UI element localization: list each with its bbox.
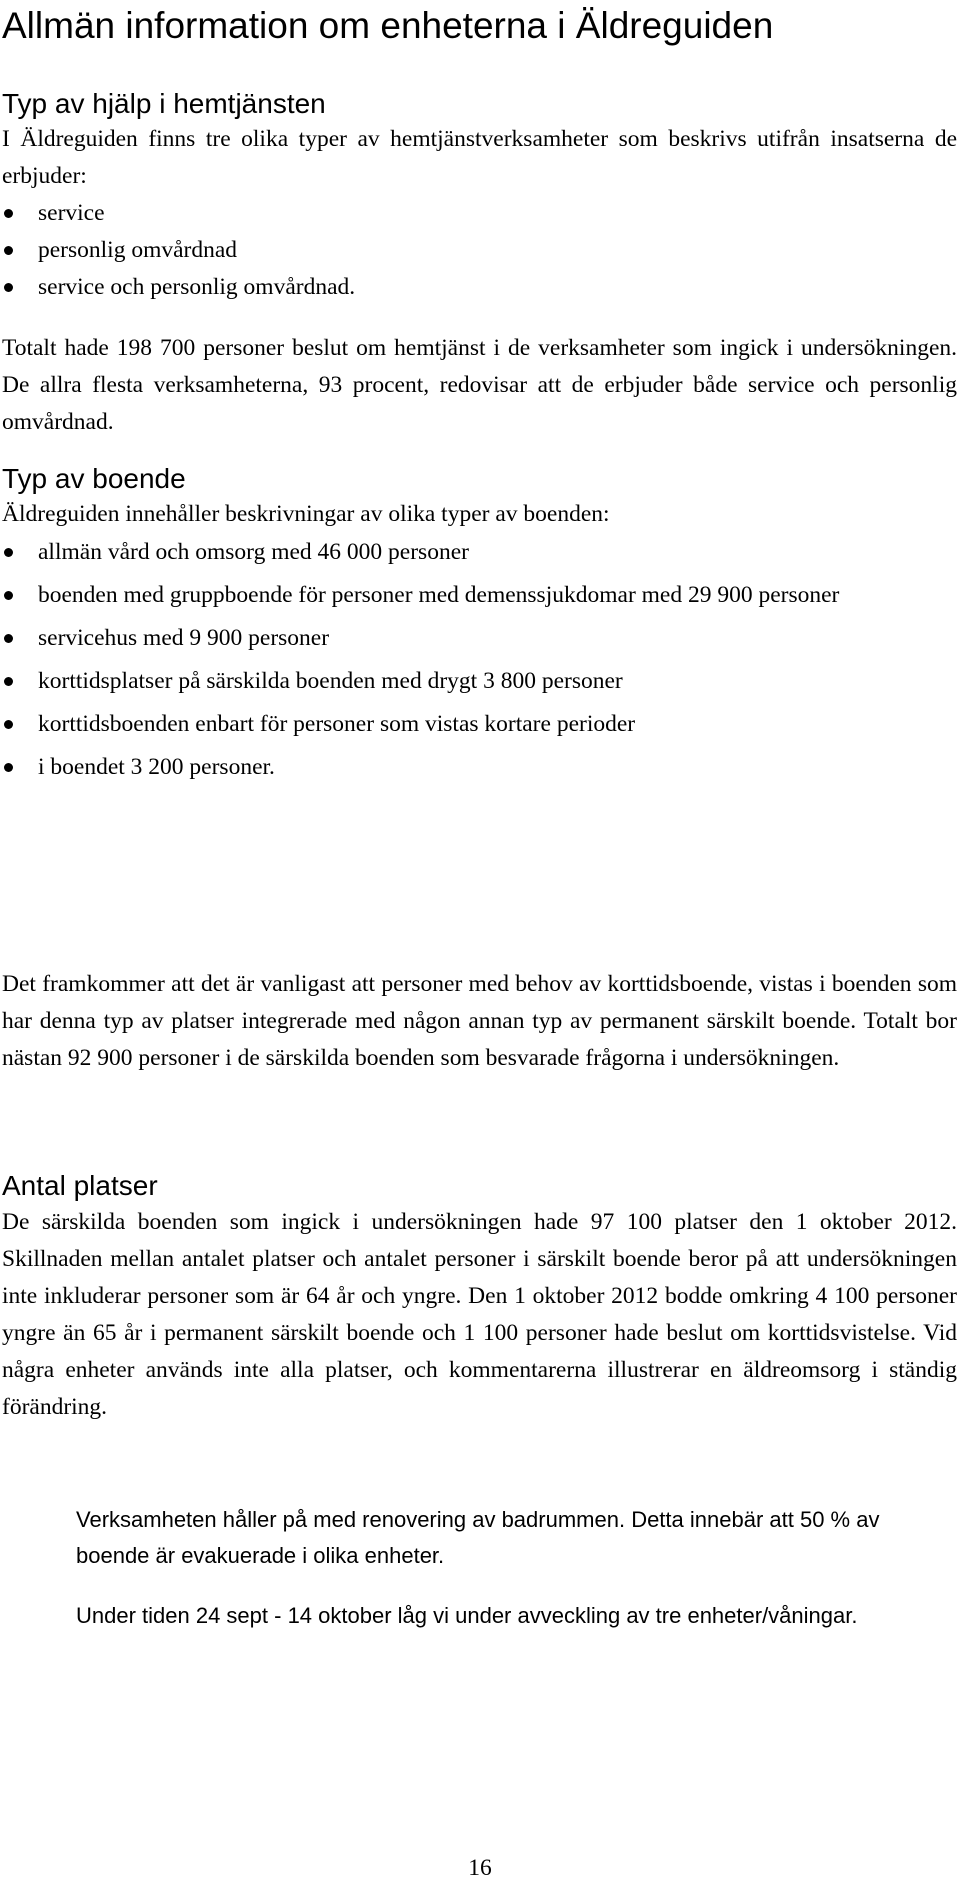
- heading-help-type: Typ av hjälp i hemtjänsten: [2, 88, 326, 119]
- list-item-text: i boendet 3 200 personer.: [38, 754, 275, 780]
- bullet-icon: [4, 548, 13, 557]
- list-item: [0, 749, 957, 786]
- housing-intro-paragraph: Äldreguiden innehåller beskrivningar av olika typer av boenden:: [2, 501, 610, 527]
- bullet-icon: [4, 634, 13, 643]
- bullet-icon: [4, 677, 13, 686]
- help-intro-paragraph: I Äldreguiden finns tre olika typer av hemtjänstverksamheter som beskrivs utifrån insatserna de erbjuder:: [2, 126, 957, 189]
- list-item: [0, 663, 957, 700]
- list-item: [0, 195, 957, 232]
- list-item-text: allmän vård och omsorg med 46 000 personer: [38, 539, 469, 565]
- list-item-text: service och personlig omvårdnad.: [38, 274, 356, 300]
- page-number: 16: [468, 1855, 492, 1881]
- help-type-list: [0, 195, 957, 306]
- bullet-icon: [4, 763, 13, 772]
- bullet-icon: [4, 246, 13, 255]
- help-summary-paragraph: Totalt hade 198 700 personer beslut om hemtjänst i de verksamheter som ingick i undersökningen. De allra flesta verksamheterna, 93 procent, redovisar att de erbjuder både service och personlig omvårdnad.: [2, 335, 957, 435]
- list-item-text: personlig omvårdnad: [38, 237, 238, 263]
- comment-renovation: Verksamheten håller på med renovering av badrummen. Detta innebär att 50 % av boende är evakuerade i olika enheter.: [76, 1507, 880, 1568]
- bullet-icon: [4, 720, 13, 729]
- list-item: [0, 620, 957, 657]
- bullet-icon: [4, 591, 13, 600]
- housing-type-list: [0, 534, 957, 792]
- list-item: [0, 534, 957, 571]
- list-item: [0, 577, 957, 614]
- places-paragraph: De särskilda boenden som ingick i undersökningen hade 97 100 platser den 1 oktober 2012. Skillnaden mellan antalet platser och antalet personer i särskilt boende beror på att undersökningen inte inkluderar personer som är 64 år och yngre. Den 1 oktober 2012 bodde omkring 4 100 personer yngre än 65 år i permanent särskilt boende och 1 100 personer hade beslut om korttidsvistelse. Vid några enheter används inte alla platser, och kommentarerna illustrerar en äldreomsorg i ständig förändring.: [2, 1209, 957, 1420]
- page-title: Allmän information om enheterna i Äldreguiden: [2, 5, 774, 46]
- list-item: [0, 232, 957, 269]
- heading-housing-type: Typ av boende: [2, 463, 186, 494]
- list-item-text: servicehus med 9 900 personer: [38, 625, 330, 651]
- list-item: [0, 706, 957, 743]
- housing-summary-paragraph: Det framkommer att det är vanligast att personer med behov av korttidsboende, vistas i boenden som har denna typ av platser integrerade med någon annan typ av permanent särskilt boende. Totalt bor nästan 92 900 personer i de särskilda boenden som besvarade frågorna i undersökningen.: [2, 971, 957, 1071]
- list-item-text: korttidsboenden enbart för personer som vistas kortare perioder: [38, 711, 636, 737]
- list-item-text: korttidsplatser på särskilda boenden med drygt 3 800 personer: [38, 668, 623, 694]
- bullet-icon: [4, 209, 13, 218]
- list-item-text: service: [38, 200, 105, 226]
- bullet-icon: [4, 283, 13, 292]
- list-item: [0, 269, 957, 306]
- heading-number-of-places: Antal platser: [2, 1170, 158, 1201]
- comment-phase-out: Under tiden 24 sept - 14 oktober låg vi under avveckling av tre enheter/våningar.: [76, 1603, 858, 1628]
- list-item-text: boenden med gruppboende för personer med demenssjukdomar med 29 900 personer: [38, 582, 840, 608]
